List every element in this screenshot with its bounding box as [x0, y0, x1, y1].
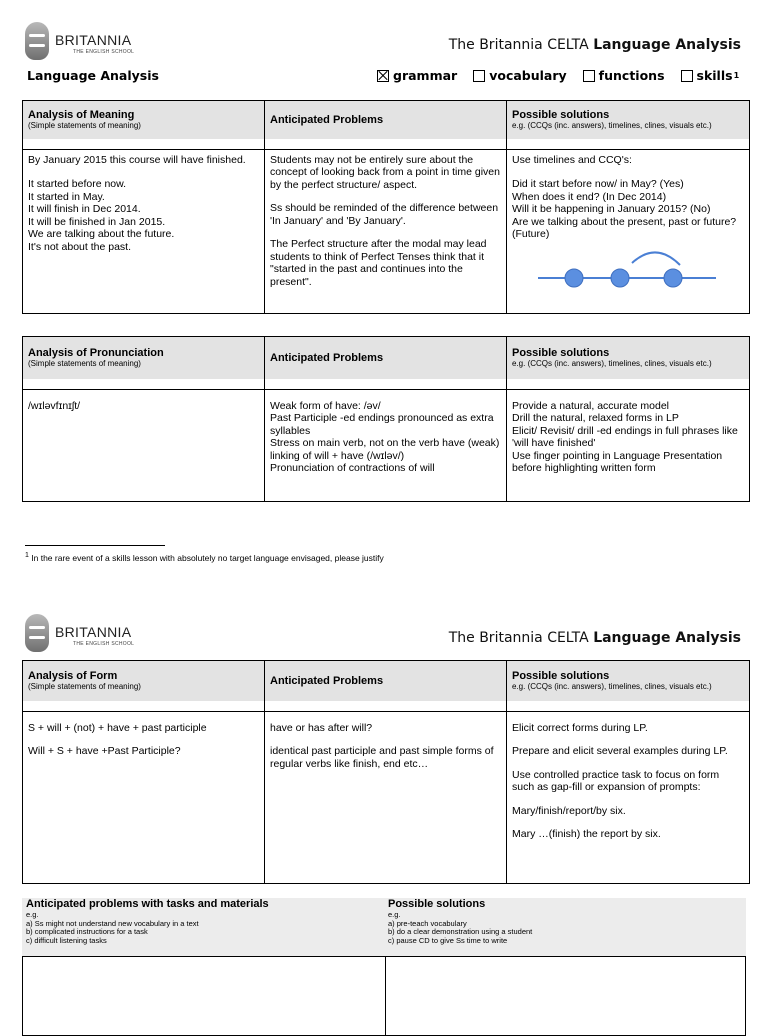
tasks-header: [22, 898, 746, 956]
meaning-cell: [23, 149, 265, 313]
header-title: Analysis of Pronunciation: [28, 347, 164, 360]
text-line: e.g.: [388, 910, 401, 919]
timeline-point-reference: [664, 269, 682, 287]
timeline-diagram: [534, 243, 724, 293]
document-title: [449, 37, 741, 53]
pronunciation-table: [22, 336, 750, 502]
pronunciation-cell: [23, 389, 265, 501]
text-line: Pronunciation of contractions of will: [270, 462, 435, 474]
title-plain: The Britannia CELTA: [448, 630, 594, 646]
pronunciation-header: [23, 337, 265, 379]
timeline-point-start: [565, 269, 583, 287]
text-line: When does it end? (In Dec 2014): [512, 190, 667, 203]
header-subtitle: e.g. (CCQs (inc. answers), timelines, clines, visuals etc.): [512, 121, 712, 131]
text-paragraph: Elicit correct forms during LP.: [512, 721, 648, 734]
text-line: Weak form of have: /əv/: [270, 399, 381, 412]
meaning-problems-cell: [265, 149, 507, 313]
checkbox-empty-icon[interactable]: [473, 70, 485, 82]
text-paragraph: Ss should be reminded of the difference between 'In January' and 'By January'.: [270, 202, 499, 227]
checkbox-label: skills: [696, 68, 733, 83]
header-title: Anticipated Problems: [270, 674, 384, 687]
text-line: a) pre-teach vocabulary: [388, 918, 467, 928]
checkbox-checked-icon[interactable]: [377, 70, 389, 82]
text-line: Drill the natural, relaxed forms in LP: [512, 412, 679, 424]
checkbox-skills[interactable]: [681, 68, 740, 83]
text-line: b) complicated instructions for a task: [26, 927, 148, 936]
footnote: [25, 552, 384, 563]
title-bold: Language Analysis: [593, 37, 741, 53]
pronunciation-problems-cell: [265, 389, 507, 501]
footnote-marker: 1: [733, 71, 740, 80]
text-line: Did it start before now/ in May? (Yes): [512, 178, 684, 190]
britannia-logo: [25, 22, 155, 68]
meaning-solutions-cell: [507, 149, 750, 313]
checkbox-label: functions: [598, 68, 665, 83]
text-line: It will be finished in Jan 2015.: [28, 215, 166, 228]
problems-header: [265, 661, 507, 701]
text-line: We are talking about the future.: [28, 228, 175, 240]
text-line: Provide a natural, accurate model: [512, 399, 670, 412]
checkbox-empty-icon[interactable]: [583, 70, 595, 82]
text-line: Use finger pointing in Language Presentation before highlighting written form: [512, 449, 723, 474]
logo-subtitle: THE ENGLISH SCHOOL: [73, 641, 135, 647]
title-bold: Language Analysis: [593, 630, 741, 646]
pronunciation-solutions-cell: [507, 389, 750, 501]
text-line: Will it be happening in January 2015? (No): [512, 203, 711, 215]
header-title: Anticipated Problems: [270, 113, 384, 126]
checkbox-grammar[interactable]: [377, 68, 457, 83]
text-line: c) pause CD to give Ss time to write: [388, 935, 508, 945]
meaning-header: [23, 101, 265, 139]
solutions-header: [507, 101, 750, 139]
phonemic-transcription: /wɪləvfɪnɪʃt/: [28, 399, 81, 412]
header-title: Anticipated problems with tasks and materials: [26, 898, 269, 910]
header-title: Possible solutions: [512, 109, 610, 122]
header-subtitle: (Simple statements of meaning): [28, 682, 141, 692]
text-line: e.g.: [26, 910, 39, 919]
checkbox-label: grammar: [393, 68, 458, 83]
text-line: It's not about the past.: [28, 240, 131, 253]
checkbox-label: vocabulary: [489, 68, 567, 83]
text-line: It will finish in Dec 2014.: [28, 203, 141, 215]
header-title: Possible solutions: [512, 347, 610, 360]
form-pattern: Will + S + have +Past Participle?: [28, 745, 181, 757]
header-subtitle: (Simple statements of meaning): [28, 121, 141, 131]
footnote-text: In the rare event of a skills lesson with absolutely no target language envisaged, please justify: [28, 552, 384, 563]
text-line: By January 2015 this course will have finished.: [28, 153, 246, 166]
text-line: It started before now.: [28, 178, 127, 190]
header-title: Possible solutions: [512, 670, 610, 683]
header-title: Analysis of Form: [28, 670, 118, 683]
solutions-header: [507, 661, 750, 701]
column-divider: [385, 957, 386, 1035]
text-line: a) Ss might not understand new vocabulary in a text: [26, 918, 199, 928]
timeline-point-end: [611, 269, 629, 287]
header-title: Anticipated Problems: [270, 351, 384, 364]
header-subtitle: (Simple statements of meaning): [28, 359, 141, 369]
text-paragraph: Students may not be entirely sure about the concept of looking back from a point in time given by the perfect structure/ aspect.: [270, 153, 500, 191]
text-paragraph: Use controlled practice task to focus on form such as gap-fill or expansion of prompts:: [512, 768, 720, 793]
checkbox-vocabulary[interactable]: [473, 68, 566, 83]
document-title: [449, 630, 741, 646]
text-paragraph: identical past participle and past simple forms of regular verbs like finish, end etc…: [270, 745, 494, 770]
header-subtitle: e.g. (CCQs (inc. answers), timelines, clines, visuals etc.): [512, 359, 712, 369]
form-cell: [23, 711, 265, 883]
text-line: It started in May.: [28, 190, 105, 203]
text-paragraph: Mary/finish/report/by six.: [512, 804, 626, 817]
text-paragraph: Prepare and elicit several examples during LP.: [512, 745, 728, 757]
text-paragraph: Mary …(finish) the report by six.: [512, 828, 661, 840]
timeline-arc: [632, 252, 680, 265]
form-pattern: S + will + (not) + have + past participle: [28, 721, 207, 734]
text-line: Are we talking about the present, past or future? (Future): [512, 215, 737, 240]
logo-word: BRITANNIA: [55, 32, 132, 48]
header-title: Analysis of Meaning: [28, 109, 135, 122]
text-paragraph: The Perfect structure after the modal may lead students to think of Perfect Tenses think that it "started in the past and continues into the present".: [270, 238, 487, 288]
text-line: Stress on main verb, not on the verb have (weak): [270, 437, 500, 449]
text-line: linking of will + have (/wɪləv/): [270, 449, 405, 462]
logo-word: BRITANNIA: [55, 624, 132, 640]
title-plain: The Britannia CELTA: [448, 37, 594, 53]
checkbox-functions[interactable]: [583, 68, 665, 83]
text-line: Use timelines and CCQ's:: [512, 153, 632, 166]
text-line: b) do a clear demonstration using a student: [388, 927, 533, 936]
language-analysis-label: Language Analysis: [27, 68, 159, 83]
solutions-header: [507, 337, 750, 379]
tasks-solutions-header: [388, 898, 738, 945]
form-solutions-cell: [507, 711, 750, 883]
meaning-table: [22, 100, 750, 314]
header-title: Possible solutions: [388, 898, 486, 910]
text-line: c) difficult listening tasks: [26, 935, 107, 945]
form-table: [22, 660, 750, 884]
text-line: Past Participle -ed endings pronounced as extra syllables: [270, 412, 494, 437]
header-subtitle: e.g. (CCQs (inc. answers), timelines, clines, visuals etc.): [512, 682, 712, 692]
problems-header: [265, 337, 507, 379]
tasks-problems-header: [26, 898, 376, 945]
footnote-number: 1: [25, 552, 29, 559]
text-line: Elicit/ Revisit/ drill -ed endings in full phrases like 'will have finished': [512, 424, 738, 449]
logo-subtitle: THE ENGLISH SCHOOL: [73, 49, 135, 55]
checkbox-empty-icon[interactable]: [681, 70, 693, 82]
footnote-rule: [25, 545, 165, 546]
form-header: [23, 661, 265, 701]
britannia-logo-icon: [25, 614, 49, 652]
problems-header: [265, 101, 507, 139]
britannia-logo-icon: [25, 22, 49, 60]
tasks-entry-area[interactable]: [22, 956, 746, 1036]
form-problems-cell: [265, 711, 507, 883]
text-paragraph: have or has after will?: [270, 721, 373, 734]
britannia-logo: [25, 614, 155, 660]
analysis-type-checkboxes: [377, 68, 755, 83]
